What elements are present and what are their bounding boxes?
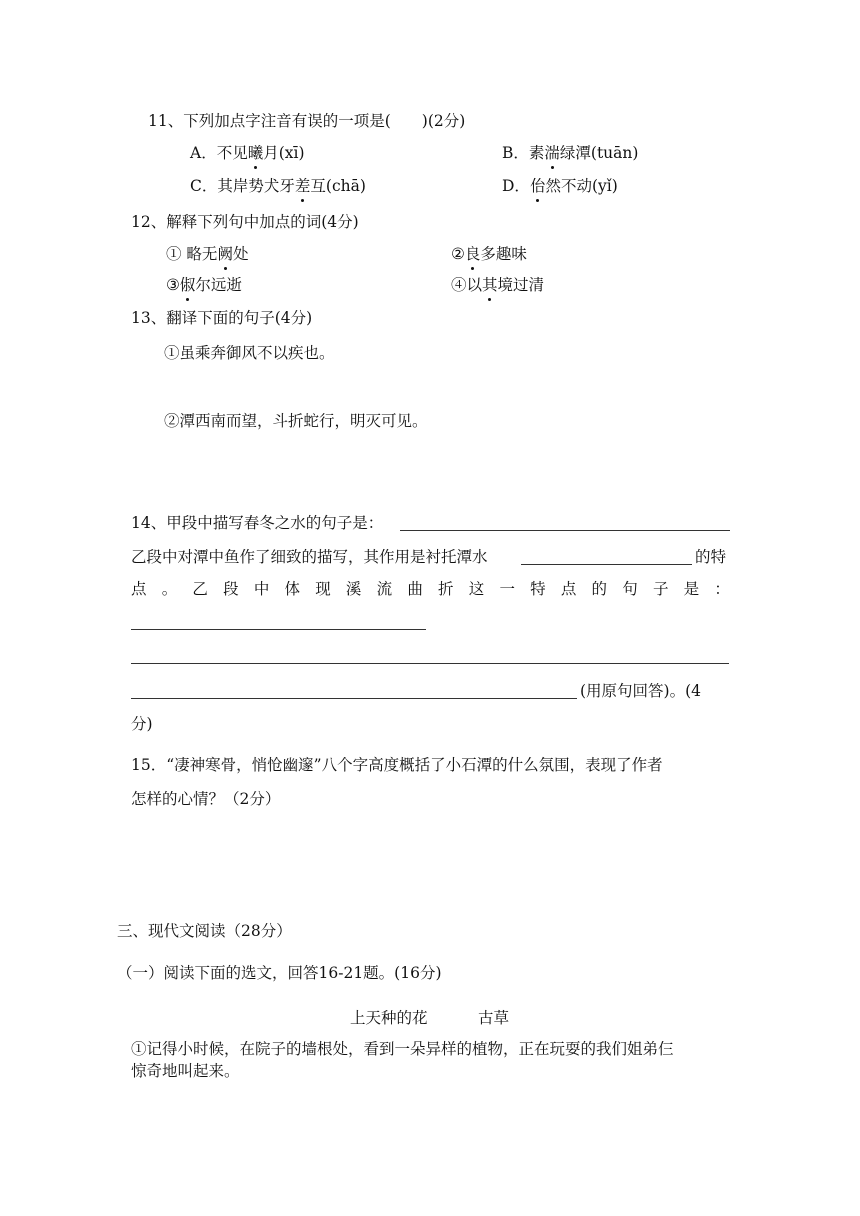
q15-line-2: 怎样的心情？（2分）: [131, 790, 281, 808]
q14-answer-blank-5[interactable]: [131, 698, 577, 699]
q12-item-4: ④以其境过清: [451, 276, 545, 294]
q14-line-3-char: 现: [315, 580, 331, 598]
q14-line-6: (用原句回答)。(4: [580, 682, 702, 700]
q14-line-3-char: 溪: [345, 580, 362, 598]
section-3-heading: 三、现代文阅读（28分）: [117, 922, 292, 940]
q14-line-3-char: 体: [284, 580, 301, 598]
q11-option-a: A．不见曦月(xī): [190, 144, 305, 162]
q14-answer-blank-1[interactable]: [400, 530, 730, 531]
q14-line-3: [131, 578, 730, 600]
q12-item-2: ②良多趣味: [451, 245, 527, 263]
q11-option-b: B．素湍绿潭(tuān): [502, 144, 639, 162]
q14-line-3-char: 点: [560, 580, 577, 598]
q14-line-3-char: 子: [652, 580, 669, 598]
q14-line-3-char: 。: [161, 580, 178, 598]
q15-line-1: 15．“凄神寒骨，悄怆幽邃”八个字高度概括了小石潭的什么氛围，表现了作者: [131, 756, 663, 774]
article-title: 上天种的花: [350, 1009, 428, 1027]
q11-stem: 11、下列加点字注音有误的一项是( )(2分): [148, 112, 466, 130]
article-author: 古草: [478, 1009, 510, 1027]
q11-option-d: D．佁然不动(yǐ): [502, 177, 618, 195]
q14-line-3-char: 是: [683, 580, 700, 598]
q14-line-3-char: 流: [376, 580, 393, 598]
article-paragraph-1-line-1: ①记得小时候，在院子的墙根处，看到一朵异样的植物，正在玩耍的我们姐弟仨: [131, 1040, 674, 1058]
q14-line-3-char: 点: [131, 580, 147, 598]
q14-line-3-char: 的: [591, 580, 608, 598]
q13-stem: 13、翻译下面的句子(4分): [131, 309, 313, 327]
subsection-1-heading: （一）阅读下面的选文，回答16-21题。(16分): [117, 964, 442, 982]
q12-stem: 12、解释下列句中加点的词(4分): [131, 213, 359, 231]
q14-line-2b: 的特: [695, 548, 727, 566]
q14-line-1: 14、甲段中描写春冬之水的句子是：: [131, 514, 384, 532]
q14-line-2a: 乙段中对潭中鱼作了细致的描写，其作用是衬托潭水: [131, 548, 488, 566]
q14-answer-blank-3[interactable]: [131, 629, 426, 630]
q14-line-3-char: 句: [622, 580, 638, 598]
q12-item-3: ③俶尔远逝: [166, 276, 242, 294]
q14-line-3-char: 段: [223, 580, 239, 598]
q14-answer-blank-2[interactable]: [521, 564, 692, 565]
q14-answer-blank-4[interactable]: [131, 663, 729, 664]
q13-sentence-1: ①虽乘奔御风不以疾也。: [164, 344, 335, 362]
q14-line-3-char: 折: [438, 580, 454, 598]
q14-line-3-char: 乙: [192, 580, 208, 598]
q14-line-3-char: 中: [253, 580, 270, 598]
q14-line-3-char: 一: [499, 580, 515, 598]
article-paragraph-1-line-2: 惊奇地叫起来。: [131, 1062, 240, 1080]
q11-option-c: C．其岸势犬牙差互(chā): [190, 177, 366, 195]
q13-sentence-2: ②潭西南而望，斗折蛇行，明灭可见。: [164, 412, 428, 430]
q14-line-3-char: 特: [530, 580, 546, 598]
q14-line-3-char: ：: [714, 580, 730, 598]
q14-line-7: 分): [131, 715, 153, 733]
q14-line-3-char: 这: [468, 580, 485, 598]
q14-line-3-char: 曲: [407, 580, 423, 598]
q12-item-1: ① 略无阙处: [166, 245, 249, 263]
